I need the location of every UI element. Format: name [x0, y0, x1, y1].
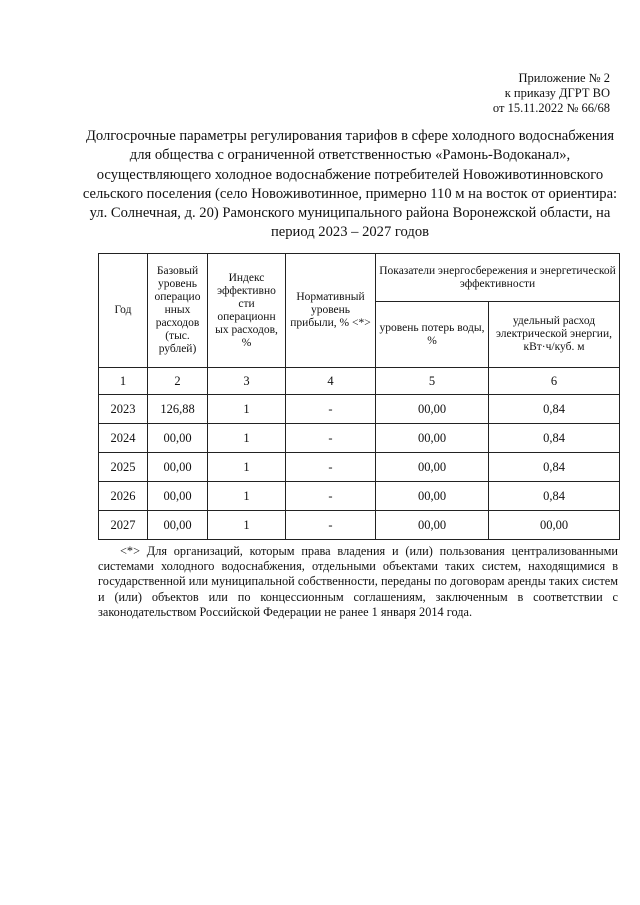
cell-base-expenses: 00,00	[148, 424, 208, 453]
table-row	[99, 511, 620, 540]
cell-water-losses: 00,00	[376, 511, 489, 540]
cell-electricity-consumption: 0,84	[489, 482, 620, 511]
column-number: 3	[208, 368, 286, 395]
cell-electricity-consumption: 0,84	[489, 453, 620, 482]
column-number: 4	[286, 368, 376, 395]
header-water-losses: уровень потерь воды, %	[376, 302, 489, 368]
cell-year: 2024	[99, 424, 148, 453]
appendix-number: Приложение № 2	[518, 71, 610, 85]
document-title: Долгосрочные параметры регулирования тарифов в сфере холодного водоснабжения для общества с ограниченной ответственностью «Рамонь-Водоканал», осуществляющего холодное водоснабжение потребителей Новоживотинновского сельского поселения (село Новоживотинное, примерно 110 м на восток от ориентира: ул. Солнечная, д. 20) Рамонского муниципального района Воронежской области, на период 2023 – 2027 годов	[82, 128, 618, 241]
header-base-expenses: Базовый уровень операцио нных расходов (тыс. рублей)	[148, 254, 208, 368]
column-number: 2	[148, 368, 208, 395]
table-row	[99, 482, 620, 511]
cell-year: 2025	[99, 453, 148, 482]
cell-efficiency-index: 1	[208, 424, 286, 453]
cell-water-losses: 00,00	[376, 482, 489, 511]
table-row	[99, 424, 620, 453]
header-efficiency-index: Индекс эффективно сти операционн ых расходов, %	[208, 254, 286, 368]
cell-year: 2026	[99, 482, 148, 511]
cell-water-losses: 00,00	[376, 453, 489, 482]
appendix-reference	[370, 71, 610, 116]
column-number-row	[99, 368, 620, 395]
cell-base-expenses: 00,00	[148, 453, 208, 482]
cell-profit-level: -	[286, 482, 376, 511]
column-number: 1	[99, 368, 148, 395]
parameters-table	[98, 253, 620, 540]
header-profit-level: Нормативный уровень прибыли, % <*>	[286, 254, 376, 368]
cell-year: 2023	[99, 395, 148, 424]
cell-water-losses: 00,00	[376, 395, 489, 424]
table-row	[99, 395, 620, 424]
cell-base-expenses: 126,88	[148, 395, 208, 424]
cell-base-expenses: 00,00	[148, 482, 208, 511]
cell-year: 2027	[99, 511, 148, 540]
header-year: Год	[99, 254, 148, 368]
cell-water-losses: 00,00	[376, 424, 489, 453]
header-electricity-consumption: удельный расход электрической энергии, кВт·ч/куб. м	[489, 302, 620, 368]
cell-profit-level: -	[286, 395, 376, 424]
table-row	[99, 453, 620, 482]
cell-electricity-consumption: 00,00	[489, 511, 620, 540]
header-row-top	[99, 254, 620, 302]
column-number: 6	[489, 368, 620, 395]
appendix-date: от 15.11.2022 № 66/68	[492, 101, 610, 115]
cell-electricity-consumption: 0,84	[489, 395, 620, 424]
header-energy-group: Показатели энергосбережения и энергетической эффективности	[376, 254, 620, 302]
footnote	[98, 544, 618, 620]
cell-efficiency-index: 1	[208, 395, 286, 424]
cell-efficiency-index: 1	[208, 482, 286, 511]
footnote-text: <*> Для организаций, которым права владения и (или) пользования централизованными системами холодного водоснабжения, отдельными объектами таких систем, находящимися в государственной или муниципальной собственности, переданы по договорам аренды таких систем и (или) объектов или по концессионным соглашениям, заключенным в соответствии с законодательством Российской Федерации не ранее 1 января 2014 года.	[98, 544, 618, 619]
cell-profit-level: -	[286, 424, 376, 453]
appendix-order: к приказу ДГРТ ВО	[504, 86, 610, 100]
column-number: 5	[376, 368, 489, 395]
cell-electricity-consumption: 0,84	[489, 424, 620, 453]
cell-efficiency-index: 1	[208, 453, 286, 482]
cell-profit-level: -	[286, 511, 376, 540]
cell-efficiency-index: 1	[208, 511, 286, 540]
cell-base-expenses: 00,00	[148, 511, 208, 540]
cell-profit-level: -	[286, 453, 376, 482]
